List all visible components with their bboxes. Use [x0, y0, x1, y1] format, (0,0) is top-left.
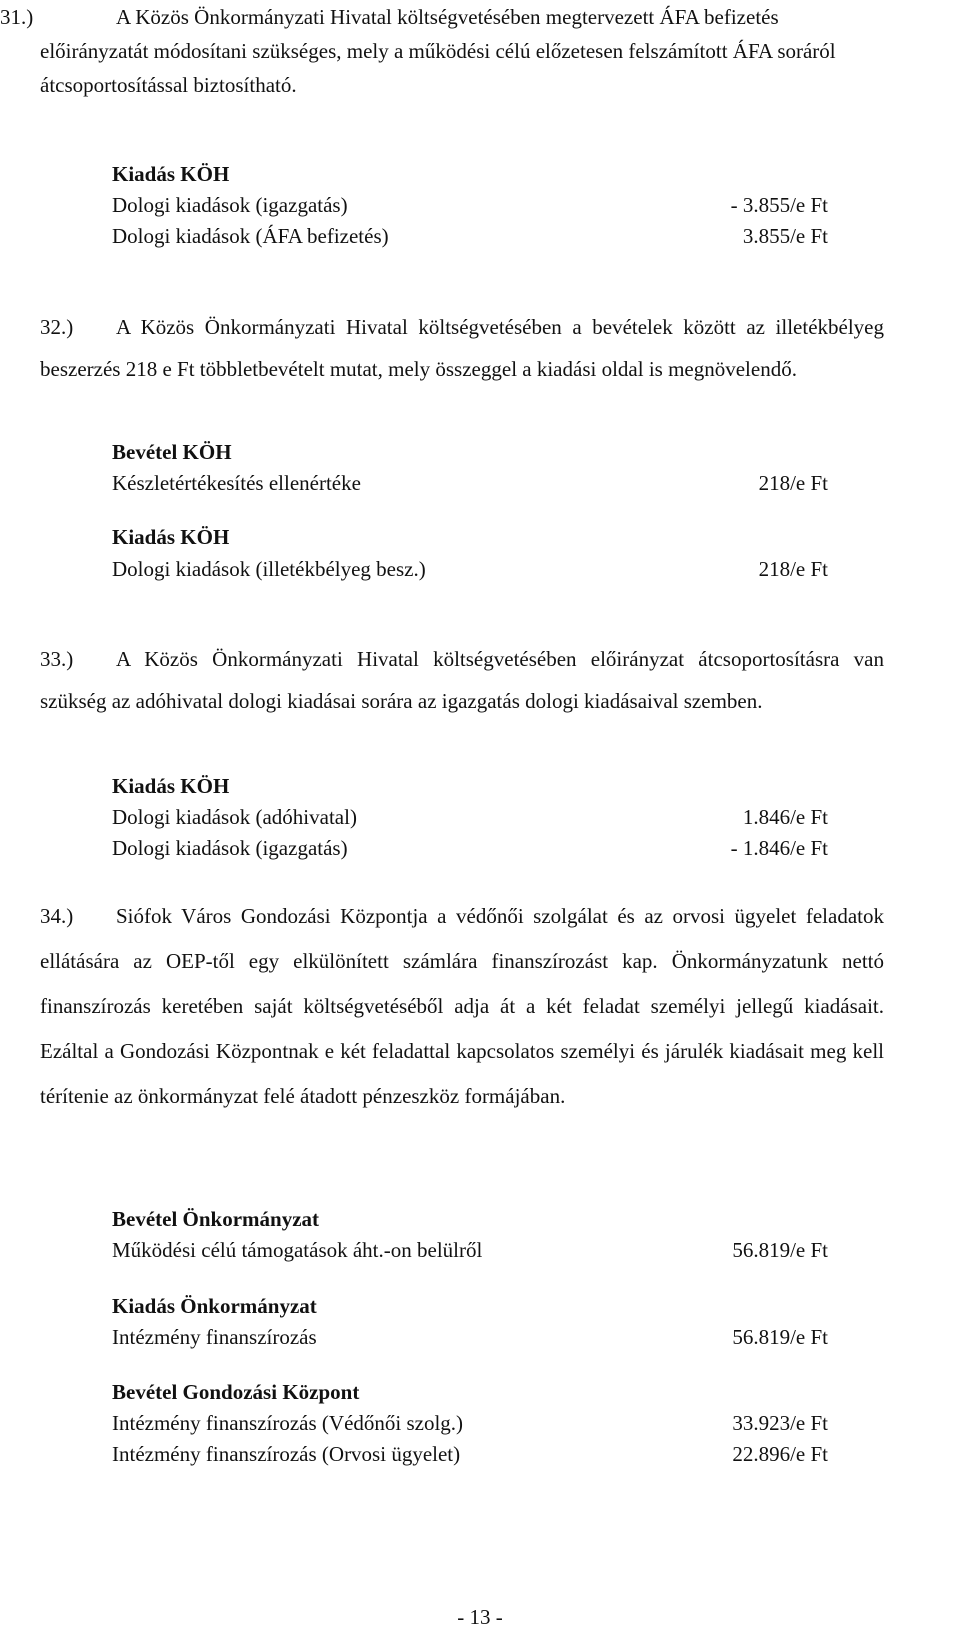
row-label: Dologi kiadások (ÁFA befizetés) [112, 224, 389, 248]
paragraph-34 [40, 894, 884, 1119]
row-amount: 218/e Ft [758, 471, 828, 495]
row-amount: 3.855/e Ft [742, 224, 828, 248]
row-amount: - 1.846/e Ft [730, 836, 828, 860]
paragraph-33 [40, 638, 884, 722]
paragraph-text: A Közös Önkormányzati Hivatal költségvetésében előirányzat átcsoportosításra van szükség az adóhivatal dologi kiadásai sorára az igazgatás dologi kiadásaival szemben. [40, 647, 884, 713]
row-label: Dologi kiadások (igazgatás) [112, 193, 348, 217]
row-label: Működési célú támogatások áht.-on belülről [112, 1238, 483, 1262]
row-amount: 22.896/e Ft [732, 1442, 828, 1466]
section-number: 34.) [40, 904, 74, 928]
row-amount: 1.846/e Ft [742, 805, 828, 829]
row-label: Készletértékesítés ellenértéke [112, 471, 361, 495]
row-label: Dologi kiadások (igazgatás) [112, 836, 348, 860]
row-label: Dologi kiadások (illetékbélyeg besz.) [112, 557, 426, 581]
row-amount: 218/e Ft [758, 557, 828, 581]
block-heading: Bevétel Gondozási Központ [112, 1380, 360, 1404]
block-heading: Kiadás KÖH [112, 525, 230, 549]
block-heading: Kiadás KÖH [112, 162, 230, 186]
page-number: - 13 - [457, 1605, 503, 1629]
paragraph-text: A Közös Önkormányzati Hivatal költségvetésében a bevételek között az illetékbélyeg beszerzés 218 e Ft többletbevételt mutat, mely összeggel a kiadási oldal is megnövelendő. [40, 315, 884, 381]
row-amount: 56.819/e Ft [732, 1325, 828, 1349]
row-label: Intézmény finanszírozás [112, 1325, 317, 1349]
row-label: Dologi kiadások (adóhivatal) [112, 805, 357, 829]
row-label: Intézmény finanszírozás (Védőnői szolg.) [112, 1411, 464, 1435]
row-amount: 33.923/e Ft [732, 1411, 828, 1435]
block-heading: Bevétel Önkormányzat [112, 1207, 320, 1231]
paragraph-text: A Közös Önkormányzati Hivatal költségvetésében megtervezett ÁFA befizetés előirányzatát módosítani szükséges, mely a működési célú előzetesen felszámított ÁFA soráról átcsoportosítással biztosítható. [40, 5, 836, 97]
row-amount: - 3.855/e Ft [730, 193, 828, 217]
block-heading: Kiadás KÖH [112, 774, 230, 798]
block-heading: Kiadás Önkormányzat [112, 1294, 317, 1318]
row-amount: 56.819/e Ft [732, 1238, 828, 1262]
row-label: Intézmény finanszírozás (Orvosi ügyelet) [112, 1442, 461, 1466]
paragraph-31 [0, 0, 884, 102]
block-heading: Bevétel KÖH [112, 440, 232, 464]
paragraph-32 [40, 306, 884, 390]
section-number: 33.) [40, 647, 74, 671]
section-number: 32.) [40, 315, 74, 339]
section-number: 31.) [0, 5, 34, 29]
paragraph-text: Siófok Város Gondozási Központja a védőnői szolgálat és az orvosi ügyelet feladatok ellátására az OEP-től egy elkülönített számlára finanszírozást kap. Önkormányzatunk nettó finanszírozás keretében saját költségvetéséből adja át a két feladat személyi jellegű kiadásait. Ezáltal a Gondozási Központnak e két feladattal kapcsolatos személyi és járulék kiadásait meg kell térítenie az önkormányzat felé átadott pénzeszköz formájában. [40, 904, 884, 1108]
